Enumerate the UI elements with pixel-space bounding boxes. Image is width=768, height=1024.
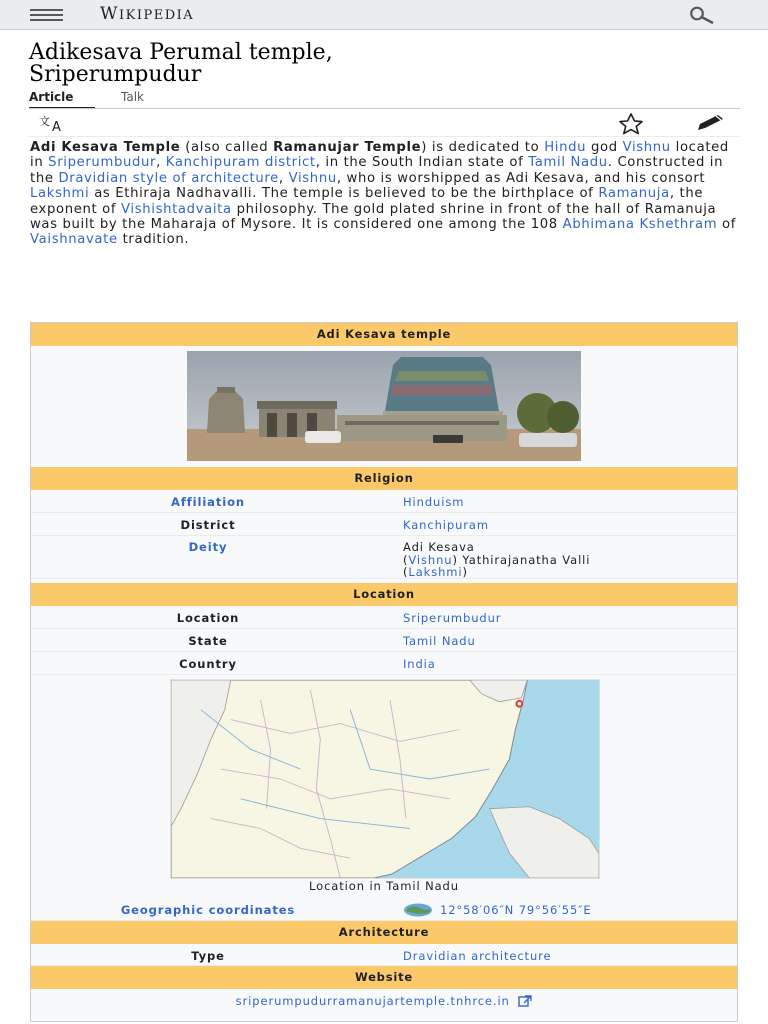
deity-label[interactable]: Deity — [188, 540, 228, 554]
hamburger-menu-icon[interactable] — [30, 9, 63, 22]
tamil-nadu-location-map[interactable] — [170, 679, 600, 879]
link-vishnu-2[interactable]: Vishnu — [288, 170, 337, 186]
external-link-icon — [518, 995, 532, 1007]
location-value[interactable]: Sriperumbudur — [403, 611, 502, 625]
language-icon[interactable] — [37, 113, 73, 133]
globe-icon[interactable] — [402, 903, 434, 917]
coordinates-row — [31, 898, 737, 921]
affiliation-label[interactable]: Affiliation — [171, 495, 245, 509]
svg-text:A: A — [52, 120, 61, 133]
watch-star-icon[interactable] — [614, 111, 648, 135]
coordinates-label[interactable]: Geographic coordinates — [120, 903, 296, 917]
link-lakshmi[interactable]: Lakshmi — [30, 186, 90, 202]
link-abhimana-kshethram[interactable]: Abhimana Kshethram — [562, 217, 718, 233]
map-caption: Location in Tamil Nadu — [309, 879, 459, 893]
edit-pencil-icon[interactable] — [694, 113, 730, 133]
deity-row — [31, 536, 737, 579]
search-icon[interactable] — [684, 5, 718, 25]
country-row — [31, 652, 737, 675]
website-row — [31, 989, 737, 1013]
svg-text:文: 文 — [39, 115, 50, 128]
type-value[interactable]: Dravidian architecture — [403, 949, 552, 963]
link-sriperumbudur[interactable]: Sriperumbudur — [48, 155, 157, 171]
district-value[interactable]: Kanchipuram — [403, 518, 489, 532]
temple-photo[interactable] — [187, 351, 581, 461]
infobox-title: Adi Kesava temple — [31, 323, 737, 346]
district-label: District — [180, 518, 236, 532]
website-link[interactable]: sriperumpudurramanujartemple.tnhrce.in — [235, 994, 510, 1008]
link-dravidian-architecture[interactable]: Dravidian style of architecture — [58, 170, 279, 186]
link-vishnu[interactable]: Vishnu — [622, 140, 671, 155]
deity-link-lakshmi[interactable]: Lakshmi — [408, 565, 463, 579]
page-actions — [29, 111, 740, 136]
link-vishishtadvaita[interactable]: Vishishtadvaita — [121, 201, 232, 217]
location-label: Location — [176, 611, 240, 625]
link-vaishnavate[interactable]: Vaishnavate — [30, 232, 118, 248]
link-hindu[interactable]: Hindu — [544, 140, 587, 155]
deity-value: Adi Kesava (Vishnu) Yathirajanatha Valli (Lakshmi) — [403, 540, 591, 579]
architecture-header: Architecture — [31, 921, 737, 944]
tabs-divider — [29, 108, 740, 109]
state-label: State — [188, 634, 228, 648]
tab-talk[interactable]: Talk — [121, 90, 144, 104]
link-kanchipuram-district[interactable]: Kanchipuram district — [165, 155, 316, 171]
state-value[interactable]: Tamil Nadu — [403, 634, 476, 648]
wikipedia-wordmark[interactable]: WIKIPEDIA — [100, 4, 195, 24]
link-tamil-nadu[interactable]: Tamil Nadu — [528, 155, 608, 171]
country-value[interactable]: India — [403, 657, 436, 671]
actions-divider — [29, 136, 740, 137]
page-title: Adikesava Perumal temple, Sriperumpudur — [29, 40, 333, 87]
infobox — [30, 322, 738, 1022]
deity-link-vishnu[interactable]: Vishnu — [408, 552, 453, 567]
location-header: Location — [31, 583, 737, 606]
coordinates-value[interactable]: 12°58′06″N 79°56′55″E — [440, 903, 592, 917]
top-bar — [0, 0, 768, 30]
affiliation-value[interactable]: Hinduism — [403, 495, 465, 509]
district-row — [31, 513, 737, 536]
tab-article[interactable]: Article — [29, 90, 74, 104]
state-row — [31, 629, 737, 652]
type-row — [31, 944, 737, 966]
lead-paragraph: Adi Kesava Temple (also called Ramanujar Temple) is dedicated to Hindu god Vishnu located in Sriperumbudur, Kanchipuram district, in the South Indian state of Tamil Nadu. Constructed in the Dravidian style of architecture, Vishnu, who is worshipped as Adi Kesava, and his consort Lakshmi as Ethiraja Nadhavalli. The temple is believed to be the birthplace of Ramanuja, the exponent of Vishishtadvaita philosophy. The gold plated shrine in front of the hall of Ramanuja was built by the Maharaja of Mysore. It is considered one among the 108 Abhimana Kshethram of Vaishnavate tradition. — [30, 140, 737, 248]
religion-header: Religion — [31, 467, 737, 490]
country-label: Country — [179, 657, 237, 671]
website-header: Website — [31, 966, 737, 989]
type-label: Type — [191, 949, 225, 963]
location-row — [31, 606, 737, 629]
affiliation-row — [31, 490, 737, 513]
link-ramanuja[interactable]: Ramanuja — [598, 186, 670, 202]
